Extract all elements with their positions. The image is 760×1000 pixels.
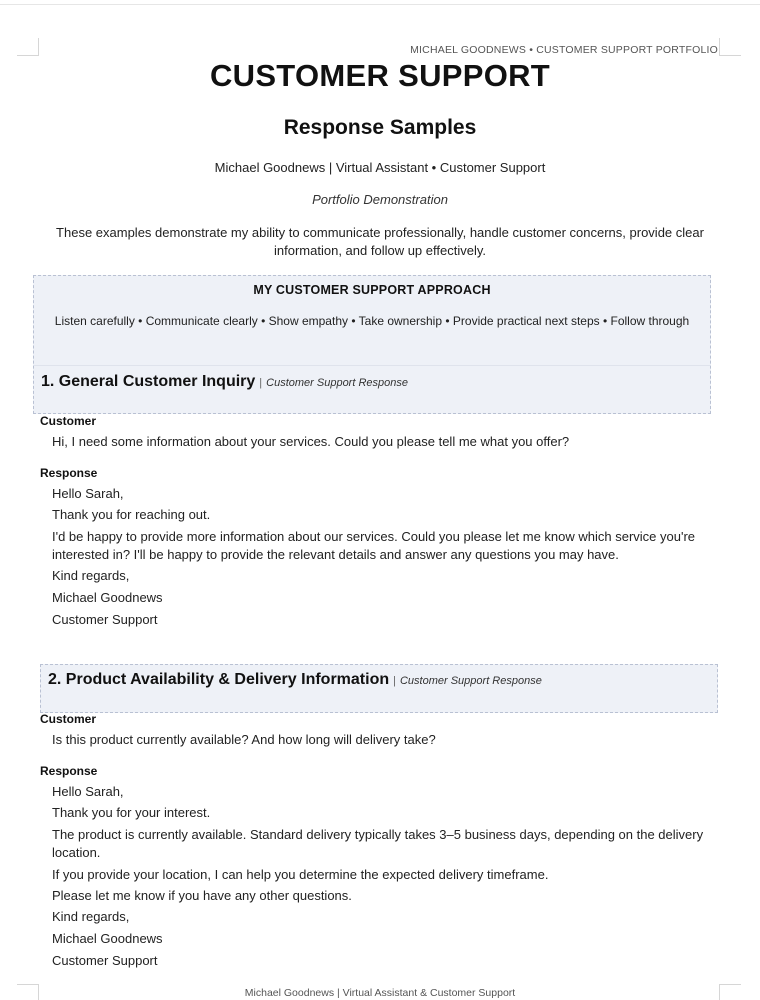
intro-paragraph: These examples demonstrate my ability to communicate professionally, handle customer concerns, provide clear information, and follow up effectively. [56,225,704,258]
section-2-customer-text: Is this product currently available? And how long will delivery take? [52,732,436,747]
section-1-response-line: Hello Sarah, [52,486,124,501]
section-1-response-line: Thank you for reaching out. [52,507,211,522]
section-2-response-line: Customer Support [52,953,158,968]
section-1-response-line: Customer Support [52,612,158,627]
document-subtitle: Response Samples [283,116,477,139]
approach-box [33,275,711,414]
approach-points: Listen carefully • Communicate clearly • Show empathy • Take ownership • Provide practical next steps • Follow through [54,314,690,328]
section-1-response-label: Response [40,466,98,480]
section-2-separator: | [393,675,396,687]
section-1-subheading: Customer Support Response [266,377,408,389]
approach-title: MY CUSTOMER SUPPORT APPROACH [253,283,491,297]
section-2-response-line: Please let me know if you have any other questions. [52,888,352,903]
section-1-customer-label: Customer [40,414,97,428]
section-2-response-line: The product is currently available. Standard delivery typically takes 3–5 business days, depending on the delivery location. [52,827,704,860]
section-2-customer-label: Customer [40,712,97,726]
author-byline: Michael Goodnews | Virtual Assistant • Customer Support [214,160,546,175]
section-2-response-line: Michael Goodnews [52,931,163,946]
running-header: MICHAEL GOODNEWS • CUSTOMER SUPPORT PORTFOLIO [410,44,718,56]
section-1-response-line: Kind regards, [52,568,130,583]
section-1-response-line: I'd be happy to provide more information about our services. Could you please let me know which service you're interested in? I'll be happy to provide the relevant details and answer any questions you may have. [52,529,696,562]
section-1-response-line: Michael Goodnews [52,590,163,605]
approach-divider [34,365,710,366]
section-1-title: 1. General Customer Inquiry [41,373,256,390]
crop-mark-top-left [17,38,39,56]
section-1-separator: | [259,377,263,389]
page-footer: Michael Goodnews | Virtual Assistant & Customer Support [244,987,516,999]
document-title: CUSTOMER SUPPORT [209,58,551,93]
portfolio-tagline: Portfolio Demonstration [312,192,448,207]
section-2-subheading: Customer Support Response [399,675,542,687]
section-2-response-line: Kind regards, [52,909,130,924]
section-1-customer-text: Hi, I need some information about your services. Could you please tell me what you offer? [52,434,570,449]
section-2-response-line: Thank you for your interest. [52,805,211,820]
section-1-heading [41,373,408,391]
section-2-response-label: Response [40,764,98,778]
section-2-heading [48,671,542,689]
crop-mark-top-right [719,38,741,56]
section-2-response-line: If you provide your location, I can help you determine the expected delivery timeframe. [52,867,549,882]
section-2-response-line: Hello Sarah, [52,784,124,799]
page-top-border [0,4,760,5]
section-2-title: 2. Product Availability & Delivery Information [48,671,390,688]
